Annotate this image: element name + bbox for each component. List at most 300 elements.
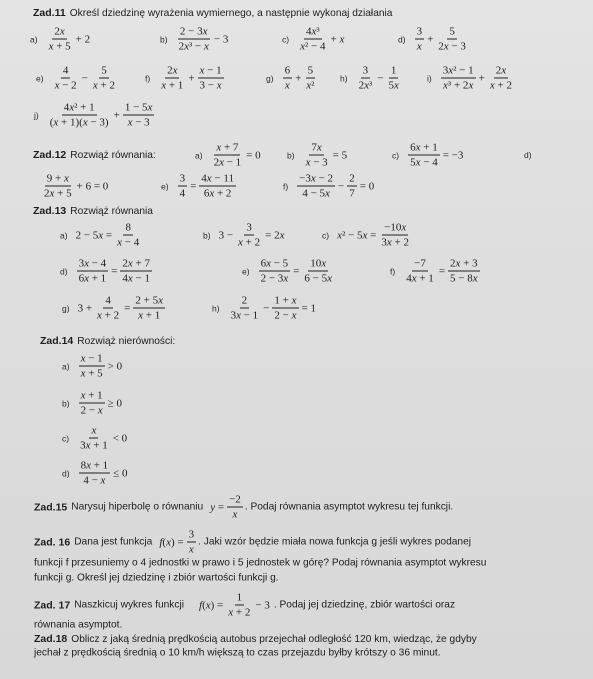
fraction — [347, 173, 357, 200]
math-expression — [413, 26, 470, 53]
math-expression — [302, 142, 349, 169]
fraction — [95, 295, 121, 322]
math-expression — [176, 173, 238, 200]
math-expression — [175, 26, 230, 53]
numerator: 7x — [311, 141, 322, 154]
fraction — [448, 258, 480, 285]
numerator: 10x — [310, 257, 327, 270]
zad13-row-2 — [0, 251, 593, 291]
fraction — [441, 65, 476, 92]
fraction — [297, 173, 335, 200]
zad12-item-e — [161, 173, 238, 200]
fraction — [436, 26, 468, 53]
math-expression — [46, 102, 157, 129]
math-expression — [51, 65, 119, 92]
math-term: = 1 — [301, 302, 316, 314]
zad13-title: Zad.13 — [33, 205, 67, 217]
zad11-item-e — [36, 65, 119, 92]
numerator: 6x + 1 — [410, 141, 438, 154]
numerator: −2 — [229, 493, 241, 506]
denominator: 2x³ − x — [178, 40, 209, 53]
numerator: 2x + 7 — [122, 257, 150, 270]
math-expression — [439, 65, 516, 92]
zad11-item-b — [160, 26, 229, 53]
math-expression — [281, 65, 319, 92]
item-label: e) — [161, 181, 169, 191]
zad15-title: Zad.15 — [34, 501, 68, 513]
math-expression — [77, 295, 167, 322]
denominator: 5 − 8x — [450, 272, 478, 285]
zad12-item-f — [283, 173, 375, 200]
zad18-line-1 — [0, 632, 593, 646]
numerator: 4x − 11 — [201, 172, 234, 185]
numerator: x — [91, 424, 97, 437]
numerator: 2x — [167, 64, 178, 77]
item-label: b) — [160, 34, 168, 44]
zad11-title: Zad.11 — [33, 7, 66, 19]
fraction — [198, 65, 224, 92]
zad14-row-a — [0, 348, 593, 384]
denominator: x + 2 — [238, 236, 261, 249]
item-label: h) — [340, 73, 348, 83]
item-label: a) — [30, 34, 38, 44]
item-label: c) — [282, 34, 290, 44]
denominator: 6 − 5x — [304, 272, 332, 285]
denominator: x − 2 — [54, 79, 77, 92]
math-term: x² − 5x = — [337, 229, 377, 241]
math-term: + — [478, 72, 485, 84]
denominator: x + 1 — [161, 79, 184, 92]
math-expression — [77, 353, 124, 380]
zad11-row-1 — [0, 20, 593, 58]
math-term: = — [124, 302, 131, 314]
numerator: 4 — [62, 64, 69, 77]
numerator: 5 — [101, 64, 107, 77]
item-label: h) — [212, 303, 220, 313]
denominator: 4 − x — [83, 474, 106, 487]
math-term: 3 − — [218, 229, 234, 241]
denominator: x − 3 — [127, 116, 150, 129]
item-label: f) — [283, 181, 289, 191]
numerator: 5 — [449, 25, 455, 38]
denominator: x + 2 — [228, 606, 251, 619]
zad11-header — [0, 5, 593, 21]
fraction — [283, 65, 293, 92]
numerator: 3x² − 1 — [442, 64, 474, 77]
denominator: 5x − 4 — [410, 156, 438, 169]
zad13-row-1 — [0, 216, 593, 254]
item-label: c) — [392, 150, 400, 160]
zad13-item-h — [212, 295, 317, 322]
zad14-row-b — [0, 385, 593, 421]
zad15-text-before: Narysuj hiperbolę o równaniu — [71, 501, 204, 513]
item-label: a) — [60, 230, 68, 240]
zad13-row-3 — [0, 288, 593, 328]
zad14-row-c — [0, 420, 593, 456]
math-term: = −3 — [442, 149, 464, 161]
zad11-row-3 — [0, 96, 593, 134]
denominator: x — [188, 543, 194, 556]
zad16-line-3 — [0, 571, 593, 585]
math-expression — [157, 65, 225, 92]
item-label: b) — [62, 398, 70, 408]
denominator: x³ + 2x — [443, 79, 474, 92]
denominator: x + 5 — [80, 367, 103, 380]
fraction — [133, 295, 165, 322]
zad17-line-2 — [0, 618, 593, 632]
zad17-formula — [198, 592, 271, 619]
fraction — [91, 65, 117, 92]
math-term: − 3 — [213, 33, 229, 45]
numerator: 2x — [54, 25, 65, 38]
denominator: x² — [306, 79, 315, 92]
zad17-text-after: . Podaj jej dziedzinę, zbiór wartości oraz — [273, 599, 456, 611]
denominator: x + 5 — [48, 40, 71, 53]
zad14-item-d — [62, 460, 128, 487]
item-label: e) — [36, 73, 44, 83]
item-label: i) — [427, 73, 432, 83]
numerator: 4 — [105, 294, 111, 307]
math-expression — [75, 222, 144, 249]
denominator: 4x − 1 — [122, 272, 150, 285]
fraction — [79, 460, 111, 487]
numerator: 3 — [188, 528, 195, 541]
denominator: 3x + 1 — [80, 439, 108, 452]
item-label: d) — [60, 266, 68, 276]
fraction — [304, 142, 330, 169]
zad13-item-a — [60, 222, 143, 249]
fraction — [357, 65, 375, 92]
numerator: 1 — [390, 64, 397, 77]
numerator: 2x — [495, 64, 507, 77]
zad13-item-d — [60, 258, 154, 285]
fraction — [123, 102, 155, 129]
math-expression — [296, 26, 345, 53]
item-label: b) — [203, 230, 211, 240]
denominator: 2x³ — [358, 79, 373, 92]
fraction — [229, 295, 261, 322]
math-term: ≤ 0 — [113, 467, 128, 479]
zad18-text-line-2: jechał z prędkością średnią o 10 km/h większą to czas przejazdu byłby krótszy o 36 minut. — [34, 647, 441, 659]
math-expression — [295, 173, 375, 200]
denominator: x + 1 — [138, 309, 161, 322]
fraction — [187, 529, 197, 556]
denominator: 7 — [349, 187, 355, 200]
math-term: = 5 — [332, 149, 348, 161]
math-expression — [77, 460, 129, 487]
denominator: 4x + 1 — [406, 272, 434, 285]
zad14-item-b — [62, 390, 123, 417]
numerator: 8 — [125, 221, 131, 234]
math-term: + — [113, 109, 120, 121]
zad11-item-j — [34, 102, 156, 129]
numerator: 4x² + 1 — [63, 101, 95, 114]
fraction — [53, 65, 79, 92]
fraction — [77, 258, 109, 285]
math-term: f(x) = — [159, 536, 184, 548]
numerator: 2 — [241, 294, 248, 307]
zad13-item-f — [390, 258, 482, 285]
fraction — [48, 102, 111, 129]
math-term: − — [377, 72, 384, 84]
math-term: f(x) = — [199, 599, 224, 611]
zad13-item-c — [322, 222, 413, 249]
numerator: 2 − 3x — [179, 25, 208, 38]
zad12-instruction: Rozwiąż równania: — [70, 149, 156, 161]
math-term: y = — [210, 501, 225, 513]
numerator: x − 1 — [199, 64, 222, 77]
numerator: 4x³ — [305, 25, 320, 38]
fraction — [178, 173, 188, 200]
item-label: c) — [322, 230, 330, 240]
math-term: + 6 = 0 — [76, 180, 109, 192]
zad12-item-d-expression — [40, 173, 109, 200]
fraction — [379, 222, 411, 249]
zad17-text-before: Naszkicuj wykres funkcji — [74, 599, 185, 611]
zad16-text-line-3: funkcji g. Określ jej dziedzinę i zbiór wartości funkcji g. — [34, 572, 279, 584]
math-term: ≥ 0 — [107, 397, 122, 409]
numerator: 9 + x — [46, 172, 69, 185]
zad17-text-line-2: równania asymptot. — [34, 619, 123, 631]
math-term: − 3 — [255, 599, 270, 611]
numerator: 3 — [362, 64, 369, 77]
zad13-item-b — [203, 222, 286, 249]
zad11-item-i — [427, 65, 516, 92]
math-term: + 2 — [75, 33, 91, 45]
fraction — [386, 65, 400, 92]
numerator: x + 1 — [80, 389, 103, 402]
numerator: 2 + 5x — [135, 294, 163, 307]
zad12-title: Zad.12 — [33, 149, 67, 161]
fraction — [488, 65, 514, 92]
zad12-row-2 — [0, 168, 593, 204]
zad14-item-a — [62, 353, 123, 380]
denominator: 5x — [388, 79, 399, 92]
math-term: + — [295, 72, 302, 84]
zad16-formula — [158, 529, 198, 556]
fraction — [227, 494, 243, 521]
fraction — [415, 26, 425, 53]
math-term: > 0 — [107, 360, 123, 372]
denominator: x² − 4 — [300, 40, 326, 53]
denominator: 2 − x — [274, 309, 297, 322]
math-term: = 0 — [359, 180, 375, 192]
numerator: 1 − 5x — [124, 101, 153, 114]
zad11-item-c — [282, 26, 345, 53]
numerator: 5 — [307, 64, 314, 77]
zad11-row-2 — [0, 60, 593, 96]
fraction — [304, 65, 316, 92]
math-expression — [218, 222, 286, 249]
item-label: d) — [62, 468, 70, 478]
denominator: x + 2 — [489, 79, 512, 92]
item-label: e) — [242, 266, 250, 276]
denominator: x + 2 — [97, 309, 120, 322]
zad12-item-d — [524, 150, 539, 160]
math-expression — [77, 390, 123, 417]
fraction — [236, 222, 262, 249]
zad11-item-g — [266, 65, 318, 92]
denominator: 3 − x — [199, 79, 222, 92]
zad12-item-a — [195, 142, 262, 169]
denominator: x − 3 — [305, 156, 328, 169]
numerator: 3 — [246, 221, 252, 234]
zad14-header — [0, 334, 593, 348]
math-term: < 0 — [112, 432, 128, 444]
denominator: 6x + 1 — [78, 272, 107, 285]
numerator: 3 — [416, 25, 423, 38]
fraction — [226, 592, 252, 619]
math-expression — [75, 258, 154, 285]
zad16-title: Zad. 16 — [34, 536, 71, 548]
zad16-line-2 — [0, 556, 593, 570]
numerator: 6x − 5 — [260, 257, 289, 270]
zad15-formula — [209, 494, 245, 521]
numerator: 3x − 4 — [78, 257, 107, 270]
math-term: = — [190, 180, 197, 192]
math-term: − — [338, 180, 345, 192]
numerator: 3 — [179, 172, 186, 185]
numerator: −7 — [414, 257, 426, 270]
item-label: f) — [390, 266, 396, 276]
zad11-item-f — [145, 65, 226, 92]
fraction — [212, 142, 244, 169]
math-term: + — [188, 72, 195, 84]
zad18-text-line-1: Oblicz z jaką średnią prędkością autobus przejechał odległość 120 km, wiedząc, że gdyby — [71, 633, 477, 645]
fraction — [78, 425, 110, 452]
math-expression — [336, 222, 413, 249]
fraction — [120, 258, 152, 285]
zad18-line-2 — [0, 646, 593, 660]
math-term: 3 + — [77, 302, 93, 314]
item-label: j) — [34, 110, 39, 120]
fraction — [259, 258, 291, 285]
fraction — [177, 26, 211, 53]
denominator: x — [232, 508, 238, 521]
numerator: −10x — [384, 221, 407, 234]
zad15-text-after: . Podaj równania asymptot wykresu tej funkcji. — [244, 501, 454, 513]
denominator: x − 4 — [117, 236, 140, 249]
fraction — [47, 26, 73, 53]
zad11-instruction: Określ dziedzinę wyrażenia wymiernego, a następnie wykonaj działania — [69, 7, 393, 19]
math-term: + x — [330, 33, 345, 45]
denominator: 2x + 5 — [44, 187, 72, 200]
denominator: 4 − 5x — [302, 187, 330, 200]
denominator: 4 — [179, 187, 186, 200]
denominator: 6x + 2 — [203, 187, 232, 200]
numerator: −3x − 2 — [299, 172, 334, 185]
denominator: 2x − 1 — [213, 156, 242, 169]
math-expression — [402, 258, 481, 285]
item-label: a) — [62, 361, 70, 371]
zad13-item-g — [62, 295, 167, 322]
denominator: (x + 1)(x − 3) — [49, 116, 109, 129]
zad16-line-1 — [0, 525, 593, 559]
denominator: 2x − 3 — [438, 40, 466, 53]
denominator: 3x − 1 — [230, 309, 259, 322]
zad17-title: Zad. 17 — [34, 599, 71, 611]
math-expression — [76, 425, 128, 452]
numerator: 1 — [236, 591, 243, 604]
numerator: x − 1 — [80, 352, 103, 365]
zad13-instruction: Rozwiąż równania — [70, 205, 153, 217]
zad12-item-b — [287, 142, 348, 169]
fraction — [302, 258, 334, 285]
fraction — [199, 173, 236, 200]
zad11-item-d — [398, 26, 470, 53]
zad18-title: Zad.18 — [34, 633, 68, 645]
math-term: = — [438, 265, 446, 277]
numerator: 8x + 1 — [80, 459, 109, 472]
denominator: x + 2 — [92, 79, 115, 92]
zad16-text-line-2: funkcji f przesuniemy o 4 jednostki w prawo i 5 jednostek w górę? Podaj równania asymptot wykresu — [34, 557, 487, 569]
item-label: f) — [145, 73, 151, 83]
math-term: = — [293, 265, 300, 277]
math-expression — [45, 26, 92, 53]
numerator: x + 7 — [216, 141, 239, 154]
denominator: x — [416, 40, 422, 53]
denominator: x — [284, 79, 290, 92]
zad14-instruction: Rozwiąż nierówności: — [77, 335, 176, 347]
math-term: = 0 — [246, 149, 261, 161]
math-term: − — [263, 302, 270, 314]
denominator: 2 − 3x — [260, 272, 289, 285]
math-expression — [210, 142, 262, 169]
math-expression — [355, 65, 403, 92]
numerator: 2x + 3 — [450, 257, 478, 270]
zad17-line-1 — [0, 588, 593, 622]
zad16-text-before: Dana jest funkcja — [74, 536, 153, 548]
item-label: g) — [266, 73, 274, 83]
zad13-item-e — [242, 258, 336, 285]
zad14-row-d — [0, 455, 593, 491]
zad14-title: Zad.14 — [40, 335, 74, 347]
numerator: 6 — [284, 64, 291, 77]
item-label: a) — [195, 150, 203, 160]
fraction — [159, 65, 185, 92]
math-expression — [40, 173, 109, 200]
math-expression — [227, 295, 317, 322]
numerator: 1 + x — [274, 294, 297, 307]
numerator: 2 — [349, 172, 355, 185]
zad15-line — [0, 490, 593, 524]
math-expression — [406, 142, 464, 169]
math-expression — [257, 258, 336, 285]
item-label: c) — [62, 433, 70, 443]
item-label: d) — [524, 150, 532, 160]
math-term: = 2x — [265, 229, 285, 241]
item-label: b) — [287, 150, 295, 160]
zad12-item-c — [392, 142, 464, 169]
fraction — [115, 222, 141, 249]
fraction — [272, 295, 298, 322]
math-term: + — [427, 33, 434, 45]
zad16-text-after: . Jaki wzór będzie miała nowa funkcja g jeśli wykres podanej — [198, 536, 472, 548]
math-term: 2 − 5x = — [75, 229, 113, 241]
denominator: 2 − x — [80, 404, 103, 417]
fraction — [42, 173, 74, 200]
fraction — [79, 390, 105, 417]
item-label: g) — [62, 303, 70, 313]
zad14-item-c — [62, 425, 128, 452]
fraction — [404, 258, 436, 285]
fraction — [298, 26, 327, 53]
fraction — [408, 142, 440, 169]
denominator: 3x + 2 — [381, 236, 409, 249]
item-label: d) — [398, 34, 406, 44]
zad11-item-h — [340, 65, 403, 92]
zad11-item-a — [30, 26, 91, 53]
